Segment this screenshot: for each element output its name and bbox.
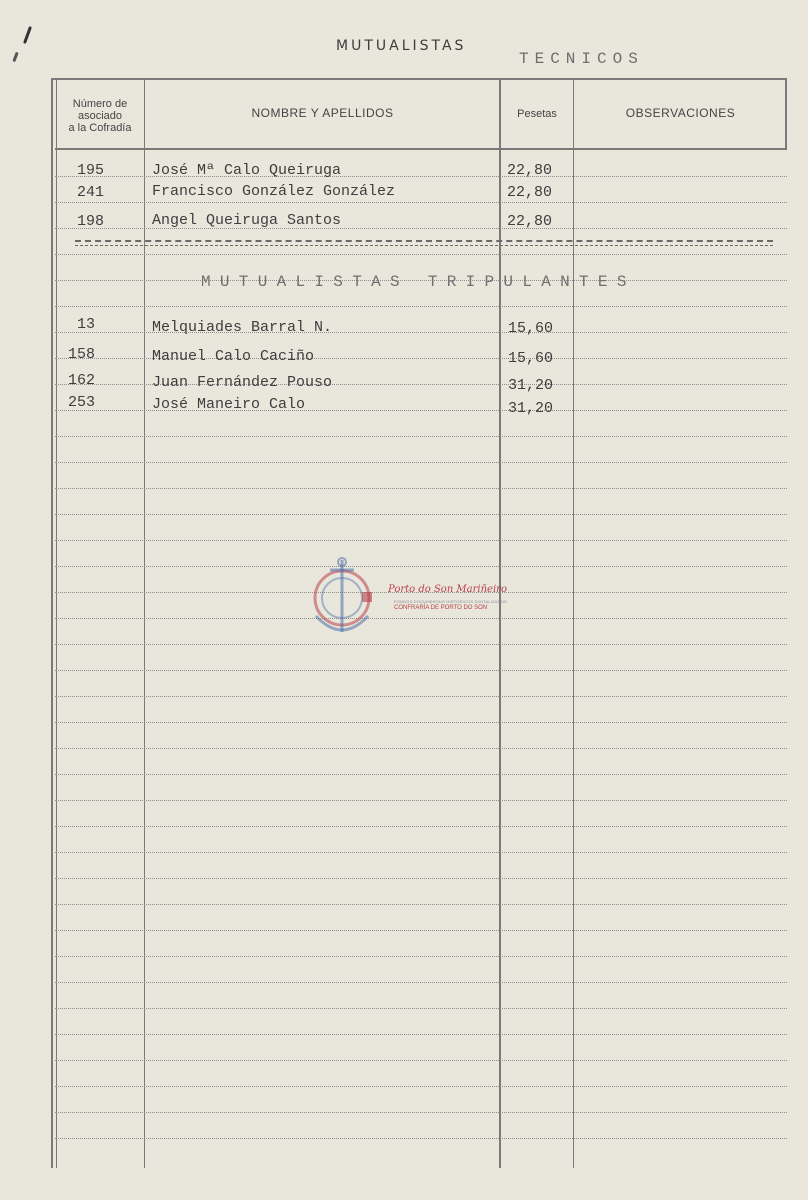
member-pesetas: 31,20 [508, 400, 554, 417]
member-name: Francisco González González [152, 183, 396, 200]
member-pesetas: 15,60 [508, 320, 554, 337]
watermark-brand: Porto do Son Mariñeiro [388, 584, 507, 595]
member-name: Juan Fernández Pouso [152, 374, 333, 391]
ruled-line [55, 852, 787, 853]
ruled-line [55, 488, 787, 489]
ruled-line [55, 1138, 787, 1139]
ruled-line [55, 670, 787, 671]
ruled-line [55, 1060, 787, 1061]
ruled-line [55, 1008, 787, 1009]
ruled-line [55, 1112, 787, 1113]
left-border-inner [56, 80, 57, 1168]
ruled-line [55, 930, 787, 931]
watermark-subtitle: FONDOS DOCUMENTAIS HISTÓRICOS DIXITALIZADOS [394, 599, 507, 604]
member-name: José Mª Calo Queiruga [152, 162, 342, 179]
ruled-line [55, 956, 787, 957]
column-header-name: NOMBRE Y APELLIDOS [251, 106, 394, 120]
ruled-line [55, 748, 787, 749]
ruled-line [55, 202, 787, 203]
pen-mark [12, 52, 18, 62]
ruled-line [55, 826, 787, 827]
member-number: 162 [67, 372, 95, 389]
member-name: Angel Queiruga Santos [152, 212, 342, 229]
left-border [51, 78, 53, 1168]
member-number: 241 [76, 184, 104, 201]
ruled-line [55, 514, 787, 515]
member-number: 13 [76, 316, 95, 333]
member-name: Melquiades Barral N. [152, 319, 333, 336]
member-pesetas: 31,20 [508, 377, 554, 394]
ruled-line [55, 1034, 787, 1035]
ruled-line [55, 982, 787, 983]
ruled-line [55, 696, 787, 697]
ruled-line [55, 254, 787, 255]
table-top-border [51, 78, 787, 80]
member-pesetas: 22,80 [507, 162, 553, 179]
member-name: José Maneiro Calo [152, 396, 306, 413]
member-pesetas: 22,80 [507, 213, 553, 230]
member-pesetas: 22,80 [507, 184, 553, 201]
section-title: MUTUALISTAS TRIPULANTES [201, 273, 636, 291]
ruled-line [55, 722, 787, 723]
watermark-org: CONFRARÍA DE PORTO DO SON [394, 605, 488, 611]
member-number: 158 [67, 346, 95, 363]
column-header-observations: OBSERVACIONES [625, 106, 736, 120]
double-rule [75, 240, 773, 246]
watermark-stamp [310, 554, 510, 646]
member-pesetas: 15,60 [508, 350, 554, 367]
ruled-line [55, 462, 787, 463]
member-number: 198 [76, 213, 104, 230]
ruled-line [55, 436, 787, 437]
member-number: 253 [67, 394, 95, 411]
pen-mark [23, 26, 32, 44]
ruled-line [55, 904, 787, 905]
header-bottom-border [55, 148, 787, 150]
ruled-line [55, 774, 787, 775]
ruled-line [55, 306, 787, 307]
ruled-line [55, 1086, 787, 1087]
column-header-pesetas: Pesetas [517, 108, 557, 120]
typed-title: TECNICOS [519, 50, 644, 68]
ruled-line [55, 540, 787, 541]
member-name: Manuel Calo Caciño [152, 348, 315, 365]
ruled-line [55, 878, 787, 879]
column-header-number: Número de asociado a la Cofradía [68, 98, 132, 134]
ruled-line [55, 800, 787, 801]
anchor-logo-icon [310, 554, 380, 646]
member-number: 195 [76, 162, 104, 179]
printed-title: MUTUALISTAS [336, 38, 467, 54]
